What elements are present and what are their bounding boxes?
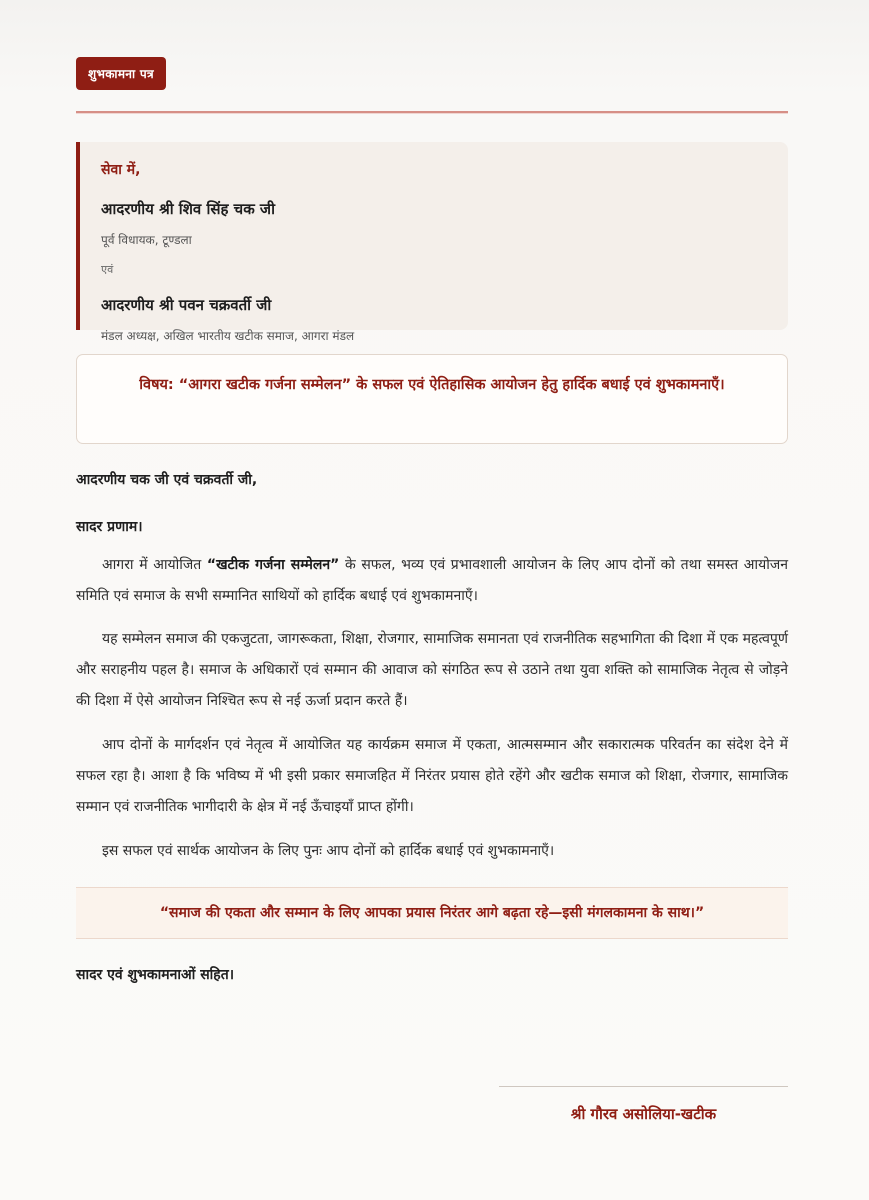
paragraph-1-start: आगरा में आयोजित [102,557,207,573]
paragraph-4: इस सफल एवं सार्थक आयोजन के लिए पुनः आप दोनों को हार्दिक बधाई एवं शुभकामनाएँ। [102,843,555,859]
recipient-1-role: पूर्व विधायक, टूण्डला [101,233,192,247]
salutation: सेवा में, [101,162,141,178]
paragraph-3: आप दोनों के मार्गदर्शन एवं नेतृत्व में आयोजित यह कार्यक्रम समाज में एकता, आत्मसम्मान और सकारात्मक परिवर्तन का संदेश देने में सफल रहा है। आशा है कि भविष्य में भी इसी प्रकार समाजहित में निरंतर प्रयास होते रहेंगे और खटीक समाज को शिक्षा, रोजगार, सामाजिक सम्मान एवं राजनीतिक भागीदारी के क्षेत्र में नई ऊँचाइयाँ प्राप्त होंगी। [76,737,788,815]
subject-box: विषय: “आगरा खटीक गर्जना सम्मेलन” के सफल एवं ऐतिहासिक आयोजन हेतु हार्दिक बधाई एवं शुभकामनाएँ। [76,354,788,444]
pranam: सादर प्रणाम। [76,519,143,535]
blessing-quote: “समाज की एकता और सम्मान के लिए आपका प्रयास निरंतर आगे बढ़ता रहे—इसी मंगलकामना के साथ।” [76,887,788,939]
conjunction: एवं [101,263,114,276]
greeting: आदरणीय चक जी एवं चक्रवर्ती जी, [76,472,258,488]
letter-page [76,57,788,984]
recipient-2-role: मंडल अध्यक्ष, अखिल भारतीय खटीक समाज, आगरा मंडल [101,329,355,343]
header-divider [76,111,788,114]
recipient-2-name: आदरणीय श्री पवन चक्रवर्ती जी [101,296,272,314]
signer-name: श्री गौरव असोलिया-खटीक [570,1105,717,1123]
signature-line [499,1086,788,1087]
paragraph-1 [76,550,788,612]
paragraph-2: यह सम्मेलन समाज की एकजुटता, जागरूकता, शिक्षा, रोजगार, सामाजिक समानता एवं राजनीतिक सहभागिता की दिशा में एक महत्वपूर्ण और सराहनीय पहल है। समाज के अधिकारों एवं सम्मान की आवाज को संगठित रूप से उठाने तथा युवा शक्ति को सामाजिक नेतृत्व से जोड़ने की दिशा में ऐसे आयोजन निश्चित रूप से नई ऊर्जा प्रदान करते हैं। [76,631,788,709]
event-name: “खटीक गर्जना सम्मेलन” [206,557,340,573]
closing: सादर एवं शुभकामनाओं सहित। [76,967,235,983]
letter-type-badge: शुभकामना पत्र [76,57,166,90]
recipient-1-name: आदरणीय श्री शिव सिंह चक जी [101,200,275,218]
paragraph-1-end: के सफल, भव्य एवं प्रभावशाली आयोजन के लिए आप दोनों को तथा समस्त आयोजन समिति एवं समाज के सभी सम्मानित साथियों को हार्दिक बधाई एवं शुभकामनाएँ। [76,557,788,604]
addressee-block [76,142,788,343]
